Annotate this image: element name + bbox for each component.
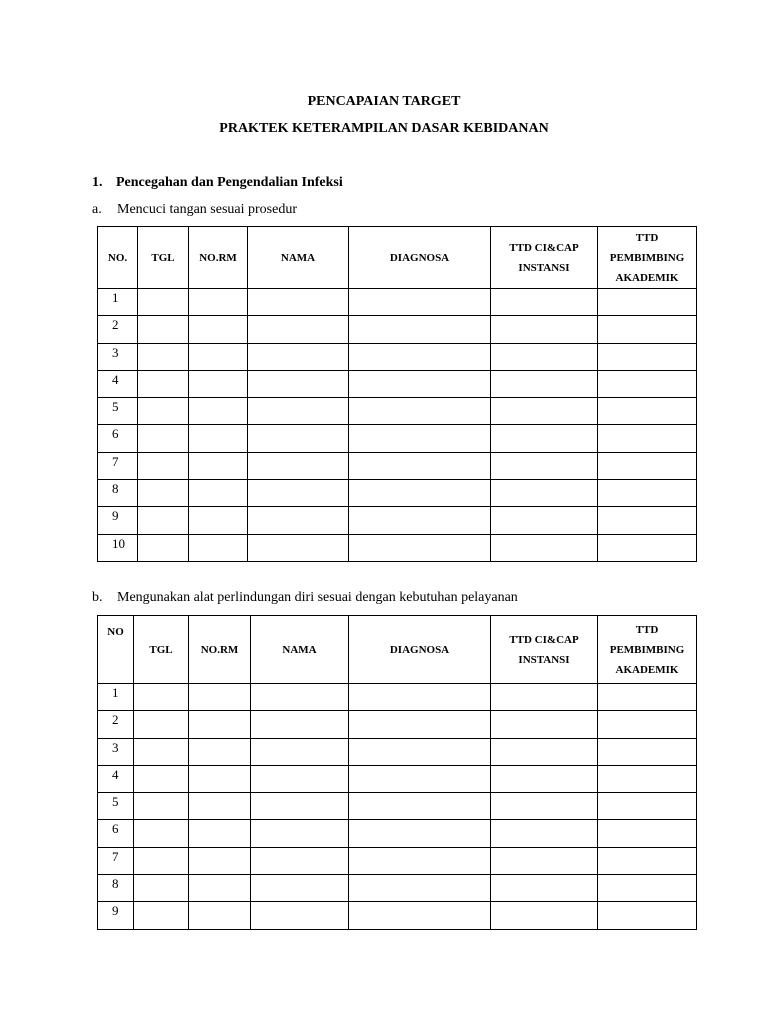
- header-ttd-ci-cap: [491, 227, 598, 289]
- header-ttd-pemb-line2: PEMBIMBING: [609, 643, 685, 656]
- cell-nama[interactable]: [248, 289, 349, 316]
- cell-norm[interactable]: [189, 738, 251, 765]
- cell-diagnosa[interactable]: [349, 875, 491, 902]
- cell-nama[interactable]: [248, 507, 349, 534]
- header-norm: NO.RM: [189, 616, 251, 684]
- row-number: 2: [98, 711, 134, 738]
- cell-ttd-pembimbing[interactable]: [598, 684, 697, 711]
- cell-ttd-pembimbing[interactable]: [598, 820, 697, 847]
- row-number: 7: [98, 847, 134, 874]
- row-number: 4: [98, 765, 134, 792]
- cell-tgl[interactable]: [134, 738, 189, 765]
- cell-diagnosa[interactable]: [349, 534, 491, 561]
- header-nama: NAMA: [248, 227, 349, 289]
- cell-nama[interactable]: [251, 847, 349, 874]
- header-no: NO: [98, 616, 134, 684]
- part-a-letter: a.: [92, 202, 102, 217]
- cell-norm[interactable]: [189, 765, 251, 792]
- cell-diagnosa[interactable]: [349, 793, 491, 820]
- cell-nama[interactable]: [248, 398, 349, 425]
- cell-ttd-ci-cap[interactable]: [491, 425, 598, 452]
- header-ttd-pembimbing: [598, 227, 697, 289]
- header-tgl: TGL: [134, 616, 189, 684]
- cell-nama[interactable]: [251, 875, 349, 902]
- cell-ttd-pembimbing[interactable]: [598, 316, 697, 343]
- row-number: 7: [98, 452, 138, 479]
- cell-ttd-pembimbing[interactable]: [598, 452, 697, 479]
- header-norm: NO.RM: [189, 227, 248, 289]
- row-number: 3: [98, 343, 138, 370]
- header-nama: NAMA: [251, 616, 349, 684]
- cell-norm[interactable]: [189, 398, 248, 425]
- header-ttd-pemb-line3: AKADEMIK: [615, 663, 679, 676]
- cell-ttd-ci-cap[interactable]: [491, 480, 598, 507]
- table-b: [97, 615, 697, 930]
- table-row: [98, 452, 697, 479]
- cell-diagnosa[interactable]: [349, 738, 491, 765]
- cell-ttd-pembimbing[interactable]: [598, 793, 697, 820]
- cell-diagnosa[interactable]: [349, 343, 491, 370]
- cell-tgl[interactable]: [134, 793, 189, 820]
- header-diagnosa: DIAGNOSA: [349, 227, 491, 289]
- table-row: [98, 425, 697, 452]
- cell-tgl[interactable]: [134, 902, 189, 929]
- cell-nama[interactable]: [251, 711, 349, 738]
- cell-norm[interactable]: [189, 847, 251, 874]
- document-title: PENCAPAIAN TARGET: [307, 94, 461, 109]
- cell-ttd-pembimbing[interactable]: [598, 289, 697, 316]
- part-b-letter: b.: [92, 590, 103, 605]
- cell-diagnosa[interactable]: [349, 847, 491, 874]
- cell-ttd-pembimbing[interactable]: [598, 534, 697, 561]
- row-number: 8: [98, 480, 138, 507]
- row-number: 3: [98, 738, 134, 765]
- cell-norm[interactable]: [189, 902, 251, 929]
- cell-nama[interactable]: [248, 316, 349, 343]
- cell-diagnosa[interactable]: [349, 425, 491, 452]
- cell-norm[interactable]: [189, 452, 248, 479]
- header-ttd-pemb-line2: PEMBIMBING: [609, 251, 685, 264]
- cell-ttd-pembimbing[interactable]: [598, 902, 697, 929]
- table-row: [98, 765, 697, 792]
- header-no: NO.: [98, 227, 138, 289]
- cell-nama[interactable]: [248, 425, 349, 452]
- header-ttd-pemb-line1: TTD: [635, 231, 659, 244]
- cell-nama[interactable]: [251, 765, 349, 792]
- cell-norm[interactable]: [189, 534, 248, 561]
- cell-ttd-ci-cap[interactable]: [491, 902, 598, 929]
- header-ttd-pemb-line3: AKADEMIK: [615, 271, 679, 284]
- part-a-heading: [92, 202, 297, 218]
- header-tgl: TGL: [138, 227, 189, 289]
- cell-ttd-ci-cap[interactable]: [491, 398, 598, 425]
- cell-nama[interactable]: [248, 343, 349, 370]
- cell-tgl[interactable]: [138, 507, 189, 534]
- section-heading: [92, 175, 343, 191]
- cell-diagnosa[interactable]: [349, 452, 491, 479]
- cell-nama[interactable]: [248, 370, 349, 397]
- cell-norm[interactable]: [189, 793, 251, 820]
- cell-ttd-pembimbing[interactable]: [598, 765, 697, 792]
- row-number: 5: [98, 793, 134, 820]
- cell-ttd-ci-cap[interactable]: [491, 875, 598, 902]
- cell-tgl[interactable]: [138, 452, 189, 479]
- cell-ttd-ci-cap[interactable]: [491, 847, 598, 874]
- cell-ttd-pembimbing[interactable]: [598, 398, 697, 425]
- cell-norm[interactable]: [189, 316, 248, 343]
- table-row: [98, 343, 697, 370]
- cell-diagnosa[interactable]: [349, 902, 491, 929]
- cell-ttd-ci-cap[interactable]: [491, 507, 598, 534]
- row-number: 8: [98, 875, 134, 902]
- cell-ttd-ci-cap[interactable]: [491, 370, 598, 397]
- cell-diagnosa[interactable]: [349, 370, 491, 397]
- row-number: 2: [98, 316, 138, 343]
- table-row: [98, 902, 697, 929]
- cell-ttd-pembimbing[interactable]: [598, 507, 697, 534]
- cell-ttd-pembimbing[interactable]: [598, 425, 697, 452]
- cell-ttd-pembimbing[interactable]: [598, 875, 697, 902]
- cell-tgl[interactable]: [138, 398, 189, 425]
- table-row: [98, 289, 697, 316]
- row-number: 4: [98, 370, 138, 397]
- cell-diagnosa[interactable]: [349, 289, 491, 316]
- cell-ttd-pembimbing[interactable]: [598, 711, 697, 738]
- table-row: [98, 875, 697, 902]
- cell-ttd-pembimbing[interactable]: [598, 480, 697, 507]
- cell-norm[interactable]: [189, 875, 251, 902]
- table-row: [98, 507, 697, 534]
- cell-norm[interactable]: [189, 370, 248, 397]
- cell-ttd-ci-cap[interactable]: [491, 820, 598, 847]
- cell-tgl[interactable]: [138, 534, 189, 561]
- table-a-header-row: [98, 227, 697, 289]
- cell-nama[interactable]: [251, 902, 349, 929]
- cell-ttd-ci-cap[interactable]: [491, 711, 598, 738]
- part-b-label: Mengunakan alat perlindungan diri sesuai dengan kebutuhan pelayanan: [117, 590, 518, 605]
- cell-nama[interactable]: [251, 684, 349, 711]
- cell-tgl[interactable]: [134, 820, 189, 847]
- table-a: [97, 226, 697, 562]
- cell-ttd-ci-cap[interactable]: [491, 684, 598, 711]
- part-a-label: Mencuci tangan sesuai prosedur: [117, 202, 297, 217]
- cell-nama[interactable]: [248, 452, 349, 479]
- cell-ttd-ci-cap[interactable]: [491, 738, 598, 765]
- section-number: 1.: [92, 175, 103, 190]
- header-ttd-pembimbing: [598, 616, 697, 684]
- table-row: [98, 847, 697, 874]
- header-ttd-ci-line2: INSTANSI: [518, 653, 570, 666]
- cell-tgl[interactable]: [138, 480, 189, 507]
- cell-nama[interactable]: [248, 534, 349, 561]
- cell-ttd-ci-cap[interactable]: [491, 452, 598, 479]
- table-b-header-row: [98, 616, 697, 684]
- cell-norm[interactable]: [189, 684, 251, 711]
- header-ttd-pemb-line1: TTD: [635, 623, 659, 636]
- header-ttd-ci-line2: INSTANSI: [518, 261, 570, 274]
- cell-diagnosa[interactable]: [349, 480, 491, 507]
- table-row: [98, 398, 697, 425]
- cell-ttd-ci-cap[interactable]: [491, 289, 598, 316]
- row-number: 6: [98, 820, 134, 847]
- cell-tgl[interactable]: [134, 875, 189, 902]
- cell-diagnosa[interactable]: [349, 684, 491, 711]
- row-number: 9: [98, 902, 134, 929]
- table-row: [98, 820, 697, 847]
- section-title: Pencegahan dan Pengendalian Infeksi: [116, 175, 343, 190]
- table-row: [98, 316, 697, 343]
- cell-nama[interactable]: [251, 820, 349, 847]
- table-row: [98, 793, 697, 820]
- cell-diagnosa[interactable]: [349, 765, 491, 792]
- cell-norm[interactable]: [189, 820, 251, 847]
- cell-ttd-ci-cap[interactable]: [491, 316, 598, 343]
- table-row: [98, 684, 697, 711]
- document-subtitle: PRAKTEK KETERAMPILAN DASAR KEBIDANAN: [219, 121, 549, 136]
- cell-norm[interactable]: [189, 480, 248, 507]
- row-number: 5: [98, 398, 138, 425]
- cell-norm[interactable]: [189, 425, 248, 452]
- cell-ttd-pembimbing[interactable]: [598, 738, 697, 765]
- cell-ttd-ci-cap[interactable]: [491, 765, 598, 792]
- cell-ttd-pembimbing[interactable]: [598, 370, 697, 397]
- cell-nama[interactable]: [251, 793, 349, 820]
- cell-ttd-ci-cap[interactable]: [491, 793, 598, 820]
- cell-norm[interactable]: [189, 507, 248, 534]
- cell-tgl[interactable]: [138, 370, 189, 397]
- cell-ttd-pembimbing[interactable]: [598, 847, 697, 874]
- part-b-heading: [92, 590, 518, 606]
- row-number: 1: [98, 289, 138, 316]
- row-number: 9: [98, 507, 138, 534]
- table-row: [98, 480, 697, 507]
- row-number: 6: [98, 425, 138, 452]
- cell-diagnosa[interactable]: [349, 711, 491, 738]
- header-ttd-ci-cap: [491, 616, 598, 684]
- cell-tgl[interactable]: [138, 343, 189, 370]
- cell-norm[interactable]: [189, 711, 251, 738]
- table-row: [98, 711, 697, 738]
- cell-diagnosa[interactable]: [349, 398, 491, 425]
- cell-ttd-ci-cap[interactable]: [491, 343, 598, 370]
- row-number: 10: [98, 534, 138, 561]
- cell-ttd-pembimbing[interactable]: [598, 343, 697, 370]
- cell-norm[interactable]: [189, 343, 248, 370]
- cell-ttd-ci-cap[interactable]: [491, 534, 598, 561]
- cell-tgl[interactable]: [138, 425, 189, 452]
- cell-tgl[interactable]: [134, 711, 189, 738]
- table-row: [98, 370, 697, 397]
- table-row: [98, 534, 697, 561]
- cell-tgl[interactable]: [138, 316, 189, 343]
- cell-diagnosa[interactable]: [349, 316, 491, 343]
- cell-norm[interactable]: [189, 289, 248, 316]
- cell-diagnosa[interactable]: [349, 507, 491, 534]
- row-number: 1: [98, 684, 134, 711]
- header-ttd-ci-line1: TTD CI&CAP: [509, 633, 579, 646]
- cell-tgl[interactable]: [134, 684, 189, 711]
- cell-tgl[interactable]: [138, 289, 189, 316]
- cell-nama[interactable]: [248, 480, 349, 507]
- cell-diagnosa[interactable]: [349, 820, 491, 847]
- header-diagnosa: DIAGNOSA: [349, 616, 491, 684]
- header-ttd-ci-line1: TTD CI&CAP: [509, 241, 579, 254]
- cell-tgl[interactable]: [134, 847, 189, 874]
- cell-tgl[interactable]: [134, 765, 189, 792]
- cell-nama[interactable]: [251, 738, 349, 765]
- table-row: [98, 738, 697, 765]
